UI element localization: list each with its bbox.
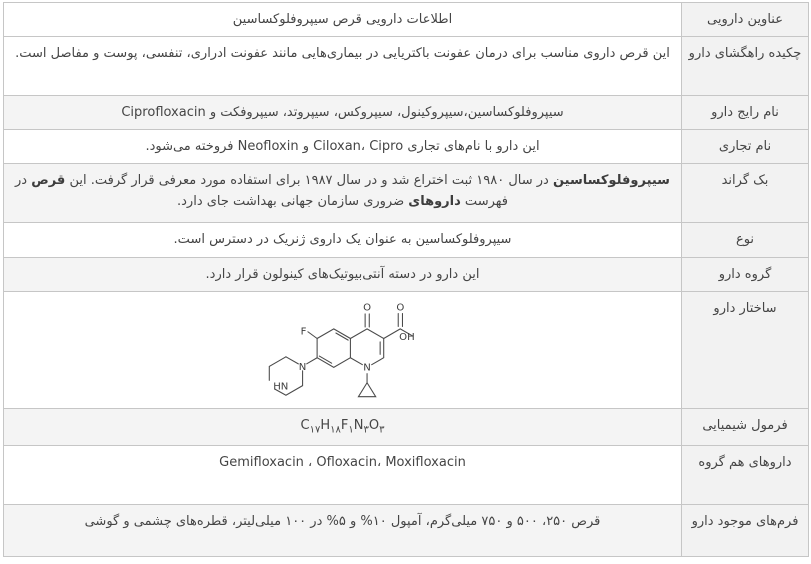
table-row-available-forms <box>4 504 809 556</box>
atom-label-carboxyl-oxygen: O <box>395 302 404 314</box>
atom-label-fluorine: F <box>300 326 306 338</box>
row-value-type: سیپروفلوکساسین به عنوان یک داروی ژنریک در دسترس است. <box>4 223 682 258</box>
row-value-structure <box>4 292 682 409</box>
background-bold-drug-name: سیپروفلوکساسین <box>552 173 670 189</box>
row-value-chemical-formula <box>4 409 682 446</box>
row-label-background: بک گراند <box>682 164 809 223</box>
table-row-summary <box>4 37 809 96</box>
background-text-3: ضروری سازمان جهانی بهداشت جای دارد. <box>177 194 409 210</box>
background-bold-tablet: قرص <box>31 173 66 189</box>
row-value-background <box>4 164 682 223</box>
row-label-titles: عناوین دارویی <box>682 3 809 37</box>
table-title: اطلاعات دارویی قرص سیپروفلوکساسین <box>4 3 682 37</box>
row-value-common-names: سیپروفلوکساسین،سیپروکینول، سیپروکس، سیپروتد، سیپروفکت و Ciprofloxacin <box>4 96 682 130</box>
row-label-type: نوع <box>682 223 809 258</box>
table-row-drug-class <box>4 258 809 292</box>
row-label-common-names: نام رایج دارو <box>682 96 809 130</box>
row-value-drug-class: این دارو در دسته آنتی‌بیوتیک‌های کینولون قرار دارد. <box>4 258 682 292</box>
table-row-brand-names <box>4 130 809 164</box>
background-bold-drugs: داروهای <box>408 194 461 210</box>
row-label-available-forms: فرم‌های موجود دارو <box>682 504 809 556</box>
chemical-formula: $C_{۱۷}H_{۱۸}F_۱N_۳O_۳$ <box>300 418 385 436</box>
table-row-header <box>4 3 809 37</box>
row-value-same-class-drugs: Gemifloxacin ، Ofloxacin، Moxifloxacin <box>4 445 682 504</box>
row-label-same-class-drugs: داروهای هم گروه <box>682 445 809 504</box>
table-row-type <box>4 223 809 258</box>
row-label-structure: ساختار دارو <box>682 292 809 409</box>
table-row-same-class-drugs <box>4 445 809 504</box>
background-text-2: در فهرست <box>15 173 508 210</box>
row-label-chemical-formula: فرمول شیمیایی <box>682 409 809 446</box>
atom-label-hydroxyl: OH <box>398 332 415 344</box>
row-label-drug-class: گروه دارو <box>682 258 809 292</box>
table-row-common-names <box>4 96 809 130</box>
row-label-brand-names: نام تجاری <box>682 130 809 164</box>
row-value-summary: این قرص داروی مناسب برای درمان عفونت باکتریایی در بیماری‌هایی مانند عفونت ادراری، تنفسی، پوست و مفاصل است. <box>4 37 682 96</box>
table-row-background <box>4 164 809 223</box>
atom-label-piperazine-nh: HN <box>272 381 288 393</box>
row-value-available-forms: قرص ۲۵۰، ۵۰۰ و ۷۵۰ میلی‌گرم، آمپول ۱۰% و ۵% در ۱۰۰ میلی‌لیتر، قطره‌های چشمی و گوشی <box>4 504 682 556</box>
drug-info-table <box>3 2 809 557</box>
atom-label-ring-nitrogen: N <box>362 362 371 374</box>
row-value-brand-names: این دارو با نام‌های تجاری Ciloxan، Cipro و Neofloxin فروخته می‌شود. <box>4 130 682 164</box>
drug-info-page <box>0 2 811 564</box>
background-text-1: در سال ۱۹۸۰ ثبت اختراع شد و در سال ۱۹۸۷ برای استفاده مورد معرفی قرار گرفت. این <box>65 173 553 189</box>
table-row-chemical-formula <box>4 409 809 446</box>
table-row-structure <box>4 292 809 409</box>
chemical-structure-drawing <box>193 300 493 402</box>
atom-label-piperazine-nitrogen: N <box>298 362 306 374</box>
row-label-summary: چکیده راهگشای دارو <box>682 37 809 96</box>
atom-label-ketone-oxygen: O <box>362 302 371 314</box>
